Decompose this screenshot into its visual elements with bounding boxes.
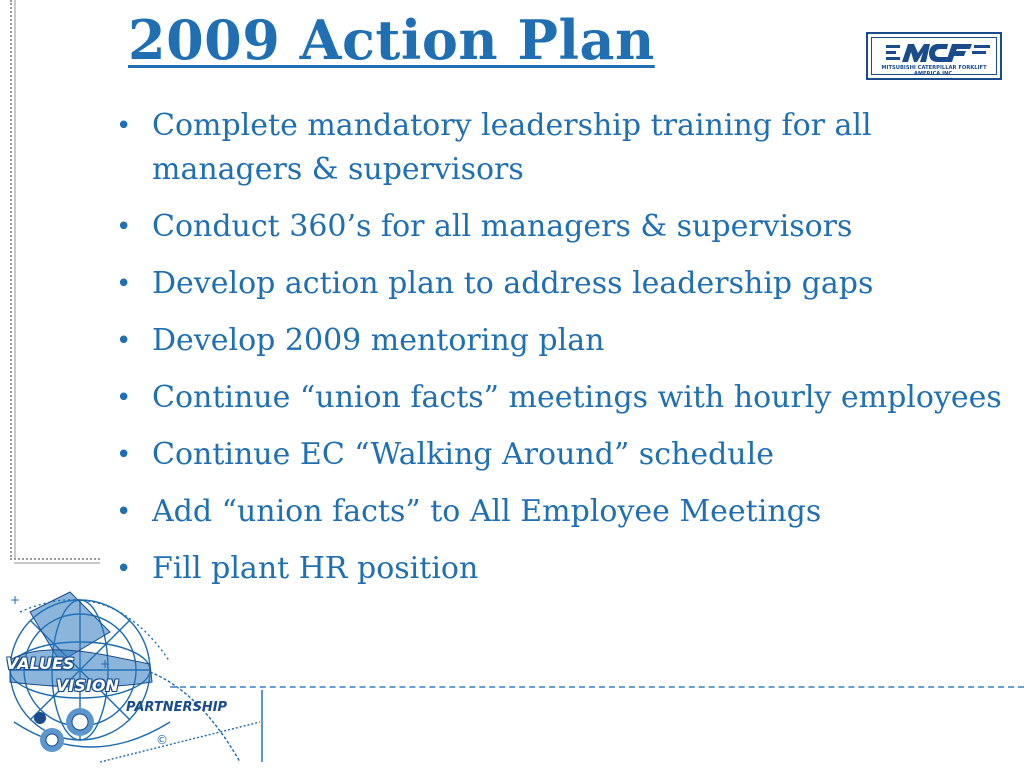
list-item [110, 433, 1010, 477]
list-item-text: Fill plant HR position [152, 551, 479, 586]
bullet-icon: • [116, 497, 132, 527]
list-item [110, 319, 1010, 363]
left-border-foot-inner [14, 562, 100, 564]
list-item-text: Develop action plan to address leadership gaps [152, 266, 874, 301]
bullet-icon: • [116, 326, 132, 356]
list-item [110, 205, 1010, 249]
emblem-values-label: VALUES [6, 654, 75, 673]
list-item-text: Conduct 360’s for all managers & supervisors [152, 209, 853, 244]
logo-subtitle-line2: AMERICA INC. [913, 71, 955, 77]
svg-text:©: © [156, 733, 168, 747]
footer-dashed-divider [170, 686, 1024, 688]
emblem-vision-label: VISION [56, 676, 119, 695]
mcf-logo [866, 32, 1002, 80]
list-item [110, 104, 1010, 192]
left-border-foot [10, 558, 100, 560]
bullet-icon: • [116, 554, 132, 584]
slide-title: 2009 Action Plan [128, 8, 655, 72]
list-item [110, 490, 1010, 534]
emblem-partnership-label: PARTNERSHIP [126, 700, 228, 715]
list-item [110, 262, 1010, 306]
mcf-logo-mark [886, 42, 990, 64]
bullet-icon: • [116, 212, 132, 242]
bullet-icon: • [116, 440, 132, 470]
list-item-text: Add “union facts” to All Employee Meetings [152, 494, 822, 529]
list-item-text: Complete mandatory leadership training for all managers & supervisors [152, 108, 872, 187]
left-border [10, 0, 16, 560]
list-item [110, 376, 1010, 420]
list-item-text: Continue EC “Walking Around” schedule [152, 437, 774, 472]
logo-subtitle [872, 65, 996, 77]
list-item-text: Develop 2009 mentoring plan [152, 323, 605, 358]
bullet-icon: • [116, 111, 132, 141]
svg-text:+: + [10, 593, 21, 607]
logo-subtitle-line1: MITSUBISHI CATERPILLAR FORKLIFT [881, 65, 987, 71]
bullet-icon: • [116, 269, 132, 299]
bullet-icon: • [116, 383, 132, 413]
action-list [110, 104, 1010, 604]
svg-text:+: + [100, 657, 111, 671]
list-item-text: Continue “union facts” meetings with hourly employees [152, 380, 1002, 415]
